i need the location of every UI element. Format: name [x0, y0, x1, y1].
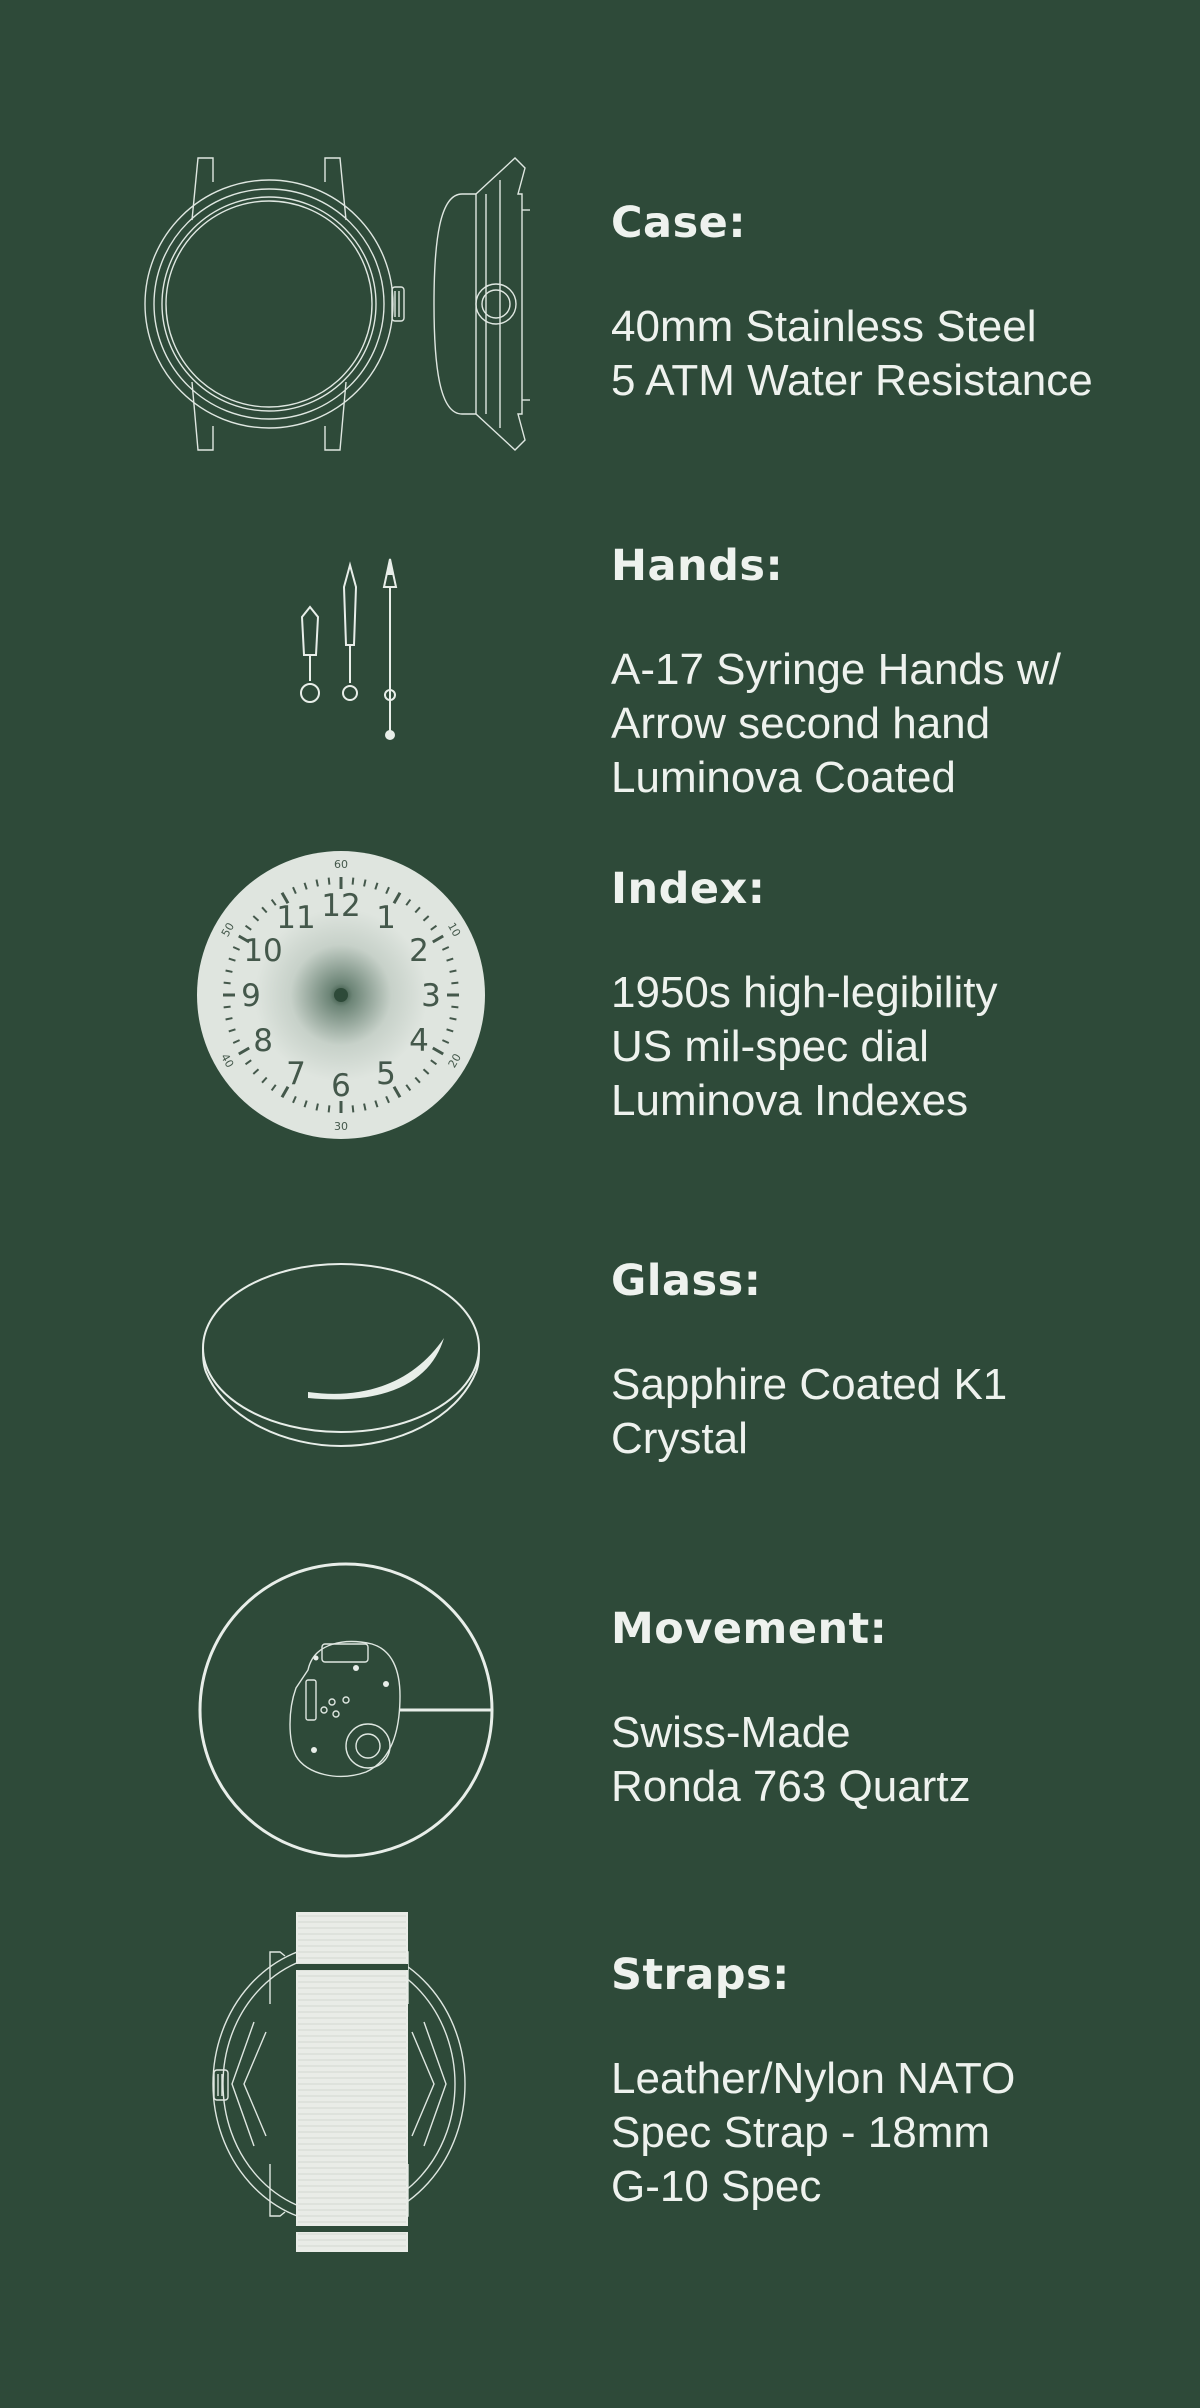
dial-tick — [450, 970, 457, 971]
spec-details — [611, 643, 1171, 805]
dial-numeral: 4 — [409, 1023, 429, 1059]
spec-heading: Glass: — [611, 1256, 762, 1306]
spec-line: Leather/Nylon NATO — [611, 2054, 1016, 2103]
spec-line: Ronda 763 Quartz — [611, 1762, 971, 1811]
spec-details — [611, 2052, 1171, 2214]
spec-line: Luminova Indexes — [611, 1076, 969, 1125]
dial-minute-mark: 60 — [334, 858, 348, 871]
crystal-glass-icon — [196, 1260, 486, 1450]
dial-tick — [224, 1007, 231, 1008]
spec-heading: Index: — [611, 864, 766, 914]
watch-case-icon — [140, 150, 550, 460]
spec-details — [611, 300, 1171, 408]
spec-line: 40mm Stainless Steel — [611, 302, 1037, 351]
watch-dial-icon — [196, 850, 486, 1140]
dial-numeral: 1 — [376, 900, 396, 937]
dial-minute-mark: 20 — [445, 1051, 465, 1071]
dial-numeral: 10 — [243, 933, 283, 969]
dial-tick — [364, 1104, 365, 1111]
spec-line: Crystal — [611, 1414, 748, 1463]
dial-tick — [316, 880, 317, 887]
dial-numeral: 12 — [321, 888, 361, 924]
dial-minute-mark: 30 — [334, 1120, 348, 1133]
dial-tick — [364, 880, 365, 887]
dial-numeral: 7 — [286, 1055, 306, 1092]
spec-details — [611, 1706, 1171, 1814]
dial-tick — [226, 970, 233, 971]
dial-minute-mark: 10 — [444, 920, 464, 940]
spec-heading: Hands: — [611, 541, 784, 591]
spec-line: 5 ATM Water Resistance — [611, 356, 1093, 405]
spec-heading: Case: — [611, 198, 747, 248]
dial-tick — [353, 1105, 354, 1112]
spec-line: Swiss-Made — [611, 1708, 851, 1757]
dial-tick — [329, 878, 330, 885]
spec-line: Arrow second hand — [611, 699, 991, 748]
dial-center — [334, 988, 348, 1002]
dial-tick — [224, 983, 231, 984]
spec-details — [611, 966, 1171, 1128]
nato-strap-icon — [210, 1912, 480, 2257]
spec-heading: Movement: — [611, 1604, 888, 1654]
spec-line: G-10 Spec — [611, 2162, 822, 2211]
dial-numeral: 9 — [241, 978, 261, 1014]
dial-tick — [451, 1007, 458, 1008]
spec-details — [611, 1358, 1171, 1466]
dial-minute-mark: 40 — [217, 1051, 237, 1071]
dial-numeral: 8 — [253, 1023, 273, 1059]
spec-line: Luminova Coated — [611, 753, 956, 802]
spec-line: 1950s high-legibility — [611, 968, 998, 1017]
dial-numeral: 5 — [376, 1055, 396, 1092]
dial-numeral: 6 — [331, 1068, 351, 1104]
watch-hands-icon — [280, 545, 410, 745]
spec-heading: Straps: — [611, 1950, 790, 2000]
dial-numeral: 3 — [421, 978, 441, 1014]
spec-line: US mil-spec dial — [611, 1022, 929, 1071]
spec-line: A-17 Syringe Hands w/ — [611, 645, 1061, 694]
dial-minute-mark: 50 — [218, 920, 238, 940]
dial-tick — [451, 983, 458, 984]
quartz-movement-icon — [196, 1560, 496, 1860]
spec-line: Sapphire Coated K1 — [611, 1360, 1008, 1409]
dial-numeral: 2 — [409, 933, 429, 969]
dial-tick — [226, 1018, 233, 1019]
dial-tick — [316, 1104, 317, 1111]
dial-tick — [353, 878, 354, 885]
dial-numeral: 11 — [276, 900, 316, 937]
dial-tick — [450, 1018, 457, 1019]
dial-tick — [329, 1105, 330, 1112]
spec-line: Spec Strap - 18mm — [611, 2108, 991, 2157]
